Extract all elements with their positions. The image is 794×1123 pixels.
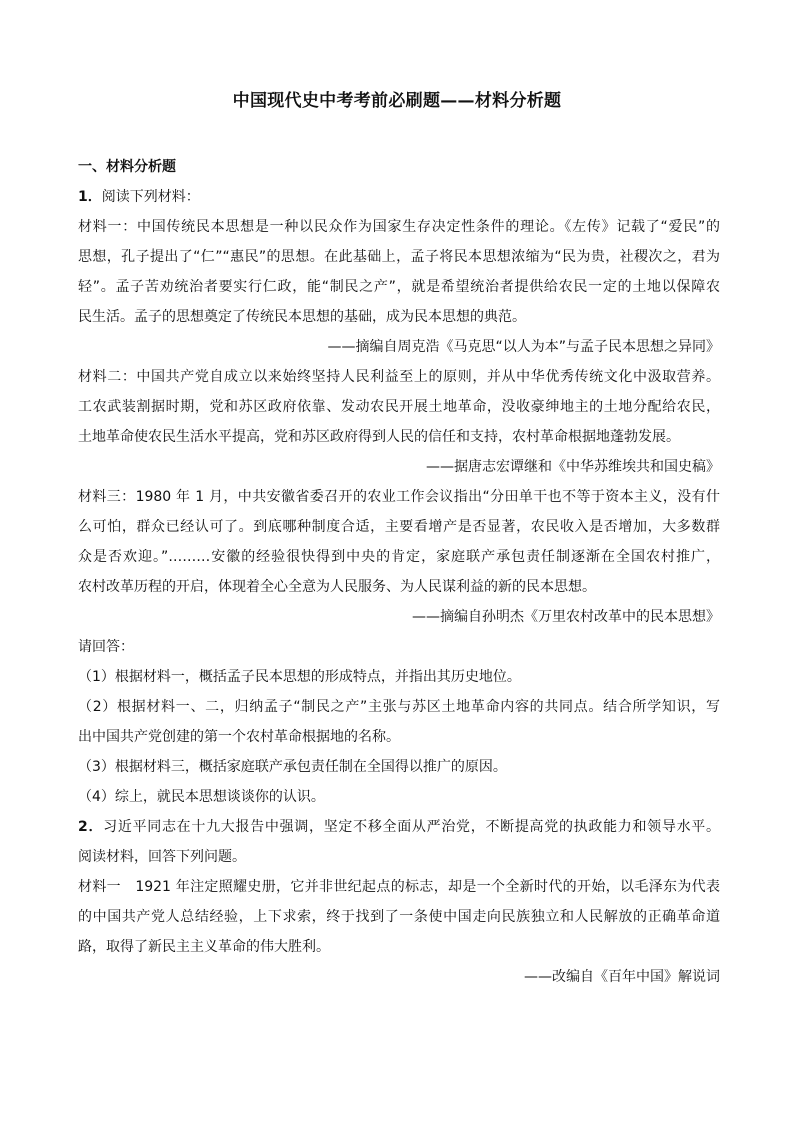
page-title: 中国现代史中考考前必刷题——材料分析题 — [232, 91, 562, 111]
q1-intro-text: 阅读下列材料： — [101, 189, 200, 205]
q1-material3-line: 农村改革历程的开启，体现着全心全意为人民服务、为人民谋利益的新的民本思想。 — [78, 579, 596, 595]
q2-material1-source: ——改编自《百年中国》解说词 — [524, 969, 720, 985]
q1-number: 1． — [78, 189, 102, 205]
q2-intro — [78, 812, 720, 842]
q2-material1-line: 的中国共产党人总结经验，上下求索，终于找到了一条使中国走向民族独立和人民解放的正确革命道 — [78, 909, 720, 925]
q1-material3-source: ——摘编自孙明杰《万里农村改革中的民本思想》 — [412, 609, 720, 625]
q2-intro-text: 习近平同志在十九大报告中强调，坚定不移全面从严治党，不断提高党的执政能力和领导水平。 — [103, 819, 720, 835]
q1-material3-line: 材料三：1980 年 1 月，中共安徽省委召开的农业工作会议指出“分田单干也不等于资本主义，没有什 — [78, 489, 720, 505]
section-title: 一、材料分析题 — [78, 159, 176, 175]
q1-material1-line: 材料一：中国传统民本思想是一种以民众作为国家生存决定性条件的理论。《左传》记载了“爱民”的 — [78, 219, 720, 235]
q1-sub-question-4: （4）综上，就民本思想谈谈你的认识。 — [78, 789, 325, 805]
q1-sub-question-3: （3）根据材料三，概括家庭联产承包责任制在全国得以推广的原因。 — [78, 759, 507, 775]
q1-material1-line: 思想，孔子提出了“仁”“惠民”的思想。在此基础上，孟子将民本思想浓缩为“民为贵，社稷次之，君为 — [78, 249, 720, 265]
q1-material2-line: 材料二：中国共产党自成立以来始终坚持人民利益至上的原则，并从中华优秀传统文化中汲取营养。 — [78, 369, 720, 385]
q1-material2-line: 工农武装割据时期，党和苏区政府依靠、发动农民开展土地革命，没收豪绅地主的土地分配给农民， — [78, 399, 720, 415]
q2-material1-line: 材料一 1921 年注定照耀史册，它并非世纪起点的标志，却是一个全新时代的开始，以毛泽东为代表 — [78, 879, 720, 895]
q1-material3-line: 么可怕，群众已经认可了。到底哪种制度合适，主要看增产是否显著，农民收入是否增加，大多数群 — [78, 519, 720, 535]
q1-material1-line: 轻”。孟子苦劝统治者要实行仁政，能“制民之产”，就是希望统治者提供给农民一定的土地以保障农 — [78, 279, 720, 295]
q1-ask: 请回答： — [78, 639, 134, 655]
q1-sub-question-2: 出中国共产党创建的第一个农村革命根据地的名称。 — [78, 729, 400, 745]
q1-sub-question-2: （2）根据材料一、二，归纳孟子“制民之产”主张与苏区土地革命内容的共同点。结合所学知识，写 — [78, 699, 720, 715]
q1-intro — [78, 182, 720, 212]
q1-material1-line: 民生活。孟子的思想奠定了传统民本思想的基础，成为民本思想的典范。 — [78, 309, 526, 325]
q1-material2-source: ——据唐志宏谭继和《中华苏维埃共和国史稿》 — [426, 459, 720, 475]
q1-material3-line: 众是否欢迎。”………安徽的经验很快得到中央的肯定，家庭联产承包责任制逐渐在全国农村推广， — [78, 549, 720, 565]
q2-number: 2． — [78, 819, 104, 835]
q1-material1-source: ——摘编自周克浩《马克思“以人为本”与孟子民本思想之异同》 — [327, 339, 720, 355]
question-content — [78, 152, 720, 992]
q1-sub-question-1: （1）根据材料一，概括孟子民本思想的形成特点，并指出其历史地位。 — [78, 669, 521, 685]
q1-material2-line: 土地革命使农民生活水平提高，党和苏区政府得到人民的信任和支持，农村革命根据地蓬勃发展。 — [78, 429, 680, 445]
q2-intro-second: 阅读材料，回答下列问题。 — [78, 849, 246, 865]
q2-material1-line: 路，取得了新民主主义革命的伟大胜利。 — [78, 939, 330, 955]
